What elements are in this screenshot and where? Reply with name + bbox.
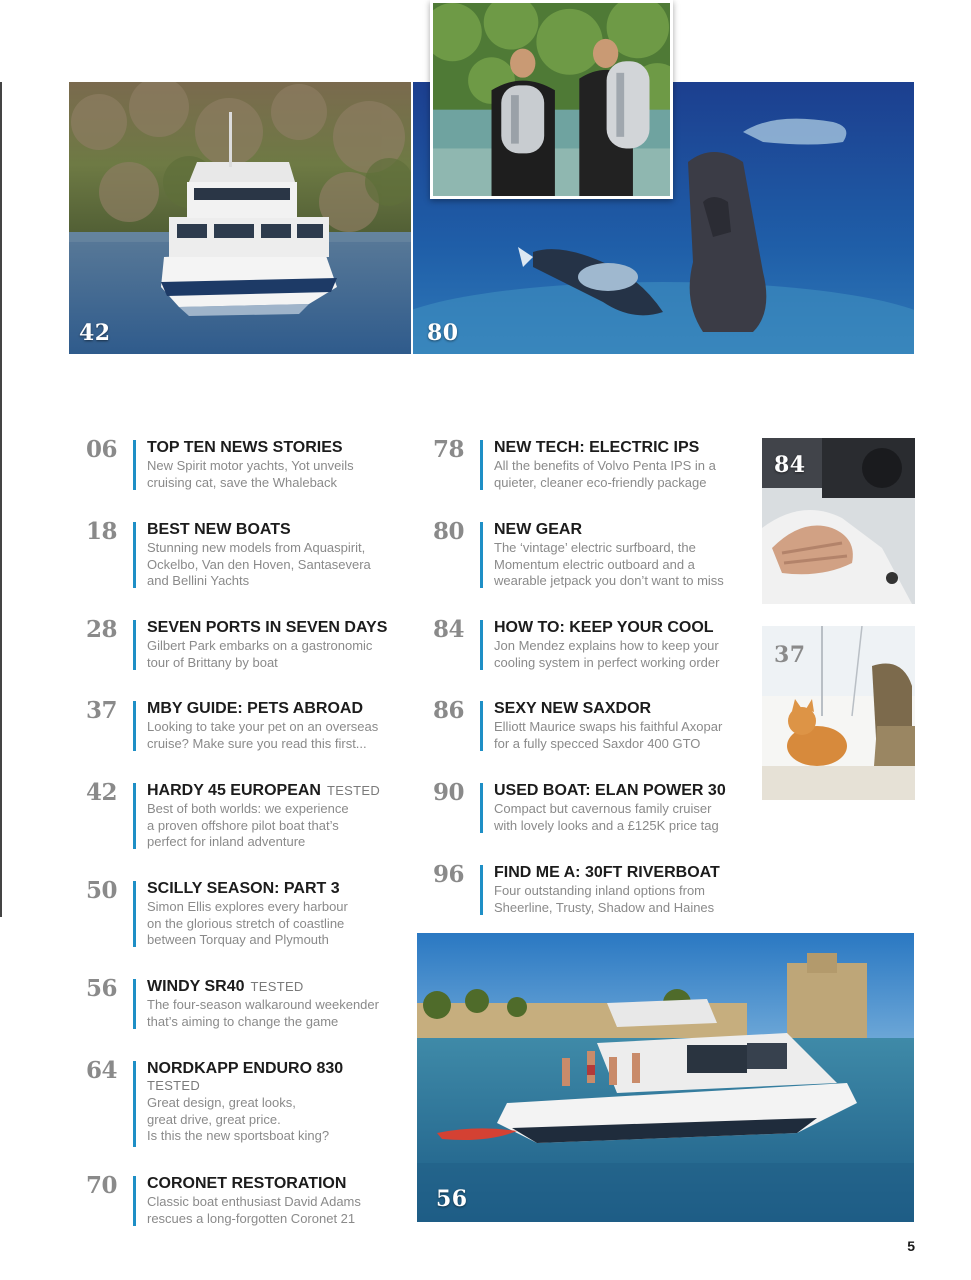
tested-tag: TESTED [250, 979, 304, 994]
photo-page-number: 56 [436, 1186, 468, 1212]
photo-engine-cooling[interactable] [762, 438, 915, 604]
windy-illustration [417, 933, 914, 1222]
entry-title: SEVEN PORTS IN SEVEN DAYS [147, 619, 388, 636]
entry-page-number: 84 [433, 616, 465, 643]
entry-accent-bar [133, 783, 136, 849]
entry-description: Simon Ellis explores every harbour on the glorious stretch of coastline between Torquay and Plymouth [147, 899, 348, 947]
entry-accent-bar [133, 440, 136, 490]
entry-page-number: 70 [86, 1172, 118, 1199]
entry-description: All the benefits of Volvo Penta IPS in a quieter, cleaner eco-friendly package [494, 458, 716, 490]
entry-page-number: 96 [433, 861, 465, 888]
entry-accent-bar [133, 522, 136, 588]
entry-title: FIND ME A: 30FT RIVERBOAT [494, 864, 720, 881]
entry-title: NORDKAPP ENDURO 830 [147, 1060, 344, 1077]
entry-title: SCILLY SEASON: PART 3 [147, 880, 340, 897]
entry-description: Compact but cavernous family cruiser with lovely looks and a £125K price tag [494, 801, 719, 833]
photo-windy-sr40[interactable] [417, 933, 914, 1222]
entry-title: TOP TEN NEWS STORIES [147, 439, 343, 456]
photo-page-number: 84 [774, 452, 806, 478]
jetpack-illustration [433, 3, 670, 196]
hardy-illustration [69, 82, 411, 354]
entry-page-number: 18 [86, 518, 118, 545]
entry-page-number: 80 [433, 518, 465, 545]
left-margin-rule [0, 82, 2, 917]
entry-description: Stunning new models from Aquaspirit, Ockelbo, Van den Hoven, Santasevera and Bellini Yachts [147, 540, 371, 588]
entry-accent-bar [133, 1176, 136, 1226]
photo-page-number: 42 [79, 320, 111, 346]
entry-description: Classic boat enthusiast David Adams rescues a long-forgotten Coronet 21 [147, 1194, 361, 1226]
entry-accent-bar [133, 701, 136, 751]
entry-accent-bar [133, 979, 136, 1029]
photo-jetpack-divers[interactable] [430, 0, 673, 199]
entry-description: New Spirit motor yachts, Yot unveils cruising cat, save the Whaleback [147, 458, 354, 490]
entry-title: NEW TECH: ELECTRIC IPS [494, 439, 700, 456]
folio-page-number: 5 [907, 1238, 915, 1254]
tested-tag: TESTED [147, 1078, 201, 1093]
entry-description: Gilbert Park embarks on a gastronomic tour of Brittany by boat [147, 638, 373, 670]
entry-page-number: 37 [86, 697, 118, 724]
entry-title: CORONET RESTORATION [147, 1175, 347, 1192]
entry-title: HARDY 45 EUROPEAN TESTED [147, 782, 381, 799]
entry-accent-bar [480, 522, 483, 588]
entry-description: The ‘vintage’ electric surfboard, the Momentum electric outboard and a wearable jetpack you don’t want to miss [494, 540, 724, 588]
entry-page-number: 64 [86, 1057, 118, 1084]
entry-page-number: 50 [86, 877, 118, 904]
entry-title: HOW TO: KEEP YOUR COOL [494, 619, 714, 636]
entry-accent-bar [133, 620, 136, 670]
entry-page-number: 42 [86, 779, 118, 806]
entry-title: NEW GEAR [494, 521, 582, 538]
entry-accent-bar [133, 881, 136, 947]
entry-page-number: 86 [433, 697, 465, 724]
entry-title: MBY GUIDE: PETS ABROAD [147, 700, 364, 717]
entry-description: Best of both worlds: we experience a proven offshore pilot boat that’s perfect for inland adventure [147, 801, 349, 849]
photo-page-number: 37 [774, 642, 806, 668]
entry-accent-bar [480, 440, 483, 490]
entry-title: BEST NEW BOATS [147, 521, 291, 538]
entry-description: Great design, great looks, great drive, great price. Is this the new sportsboat king? [147, 1095, 330, 1143]
photo-page-number: 80 [427, 320, 459, 346]
entry-accent-bar [133, 1061, 136, 1147]
photo-cat-on-boat[interactable] [762, 626, 915, 800]
entry-description: The four-season walkaround weekender that’s aiming to change the game [147, 997, 379, 1029]
entry-title: USED BOAT: ELAN POWER 30 [494, 782, 726, 799]
entry-page-number: 90 [433, 779, 465, 806]
entry-description: Jon Mendez explains how to keep your cooling system in perfect working order [494, 638, 720, 670]
entry-page-number: 78 [433, 436, 465, 463]
entry-accent-bar [480, 783, 483, 833]
entry-title: WINDY SR40 TESTED [147, 978, 304, 995]
entry-accent-bar [480, 620, 483, 670]
entry-page-number: 28 [86, 616, 118, 643]
tested-tag: TESTED [326, 783, 381, 798]
entry-page-number: 56 [86, 975, 118, 1002]
entry-description: Looking to take your pet on an overseas cruise? Make sure you read this first... [147, 719, 379, 751]
entry-description: Elliott Maurice swaps his faithful Axopar for a fully specced Saxdor 400 GTO [494, 719, 723, 751]
entry-title: SEXY NEW SAXDOR [494, 700, 652, 717]
photo-hardy-45[interactable] [69, 82, 411, 354]
entry-description: Four outstanding inland options from Sheerline, Trusty, Shadow and Haines [494, 883, 715, 915]
entry-page-number: 06 [86, 436, 118, 463]
entry-accent-bar [480, 701, 483, 751]
entry-accent-bar [480, 865, 483, 915]
